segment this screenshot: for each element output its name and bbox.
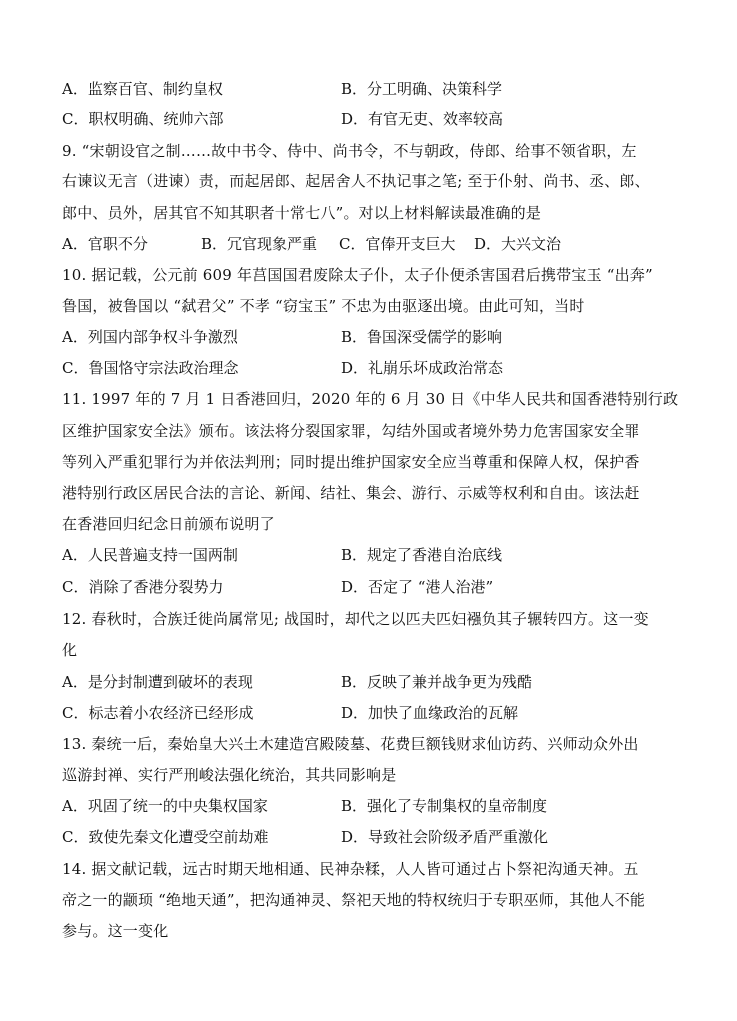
q9-stem-line-3: 郎中、员外，居其官不知其职者十常七八”。对以上材料解读最准确的是	[62, 204, 542, 222]
q12-option-a[interactable]: A．是分封制遭到破坏的表现	[62, 673, 253, 691]
q8-option-row-2	[62, 104, 684, 134]
q11-stem-line-5: 在香港回归纪念日前颁布说明了	[62, 515, 275, 533]
q11-option-row-2	[62, 572, 684, 602]
q11-stem-line-4: 港特别行政区居民合法的言论、新闻、结社、集会、游行、示威等权利和自由。该法赶	[62, 484, 640, 502]
q11-stem-line-3: 等列入严重犯罪行为并依法判刑；同时提出维护国家安全应当尊重和保障人权，保护香	[62, 453, 640, 471]
q14-stem-line-3: 参与。这一变化	[62, 922, 169, 940]
q13-option-a[interactable]: A．巩固了统一的中央集权国家	[62, 797, 268, 815]
q13-option-c[interactable]: C．致使先秦文化遭受空前劫难	[62, 828, 269, 846]
q10-option-a[interactable]: A．列国内部争权斗争激烈	[62, 328, 238, 346]
q10-stem-line-2: 鲁国，被鲁国以 “弑君父” 不孝 “窃宝玉” 不忠为由驱逐出境。由此可知，当时	[62, 297, 585, 315]
q10-option-b[interactable]: B．鲁国深受儒学的影响	[341, 328, 503, 346]
q10-option-d[interactable]: D．礼崩乐坏成政治常态	[341, 359, 504, 377]
q9-option-row	[62, 229, 684, 259]
q10-option-row-1	[62, 322, 684, 352]
q12-option-row-1	[62, 667, 684, 697]
q8-option-b[interactable]: B．分工明确、决策科学	[341, 80, 503, 98]
q11-option-row-1	[62, 540, 684, 570]
q8-option-row-1	[62, 74, 684, 104]
q8-option-a[interactable]: A．监察百官、制约皇权	[62, 80, 223, 98]
q9-stem-line-2: 右谏议无言（进谏）责，而起居郎、起居舍人不执记事之笔; 至于仆射、尚书、丞、郎、	[62, 172, 650, 190]
q9-option-b[interactable]: B．冗官现象严重	[201, 235, 318, 253]
q13-option-row-2	[62, 822, 684, 852]
q11-stem-line-1: 11. 1997 年的 7 月 1 日香港回归，2020 年的 6 月 30 日《中华人民共和国香港特别行政	[62, 390, 679, 408]
q11-option-d[interactable]: D．否定了 “港人治港”	[341, 578, 494, 596]
q10-option-c[interactable]: C．鲁国恪守宗法政治理念	[62, 359, 239, 377]
q8-option-d[interactable]: D．有官无吏、效率较高	[341, 110, 504, 128]
q12-stem-line-2: 化	[62, 641, 78, 659]
q8-option-c[interactable]: C．职权明确、统帅六部	[62, 110, 224, 128]
q14-stem-line-1: 14. 据文献记载，远古时期天地相通、民神杂糅，人人皆可通过占卜祭祀沟通天神。五	[62, 860, 639, 878]
q13-option-b[interactable]: B．强化了专制集权的皇帝制度	[341, 797, 548, 815]
q13-option-row-1	[62, 791, 684, 821]
q13-stem-line-1: 13. 秦统一后，秦始皇大兴土木建造宫殿陵墓、花费巨额钱财求仙访药、兴师动众外出	[62, 735, 639, 753]
q11-stem-line-2: 区维护国家安全法》颁布。该法将分裂国家罪，勾结外国或者境外势力危害国家安全罪	[62, 422, 640, 440]
q9-option-d[interactable]: D．大兴文治	[474, 235, 562, 253]
q12-option-d[interactable]: D．加快了血缘政治的瓦解	[341, 704, 519, 722]
q12-option-row-2	[62, 698, 684, 728]
q9-stem-line-1: 9. “宋朝设官之制……故中书令、侍中、尚书令，不与朝政，侍郎、给事不领省职，左	[62, 142, 637, 160]
q13-stem-line-2: 巡游封禅、实行严刑峻法强化统治，其共同影响是	[62, 766, 397, 784]
q12-option-c[interactable]: C．标志着小农经济已经形成	[62, 704, 254, 722]
q11-option-a[interactable]: A．人民普遍支持一国两制	[62, 546, 238, 564]
q9-option-c[interactable]: C．官俸开支巨大	[339, 235, 456, 253]
q12-option-b[interactable]: B．反映了兼并战争更为残酷	[341, 673, 533, 691]
q13-option-d[interactable]: D．导致社会阶级矛盾严重激化	[341, 828, 549, 846]
q9-option-a[interactable]: A．官职不分	[62, 235, 148, 253]
q11-option-b[interactable]: B．规定了香港自治底线	[341, 546, 503, 564]
q11-option-c[interactable]: C．消除了香港分裂势力	[62, 578, 224, 596]
q14-stem-line-2: 帝之一的颛顼 “绝地天通”，把沟通神灵、祭祀天地的特权统归于专职巫师，其他人不能	[62, 891, 646, 909]
q10-stem-line-1: 10. 据记载，公元前 609 年莒国国君废除太子仆，太子仆便杀害国君后携带宝玉 “出奔”	[62, 266, 653, 284]
q12-stem-line-1: 12. 春秋时，合族迁徙尚属常见; 战国时，却代之以匹夫匹妇襁负其子辗转四方。这一变	[62, 610, 649, 628]
q10-option-row-2	[62, 353, 684, 383]
